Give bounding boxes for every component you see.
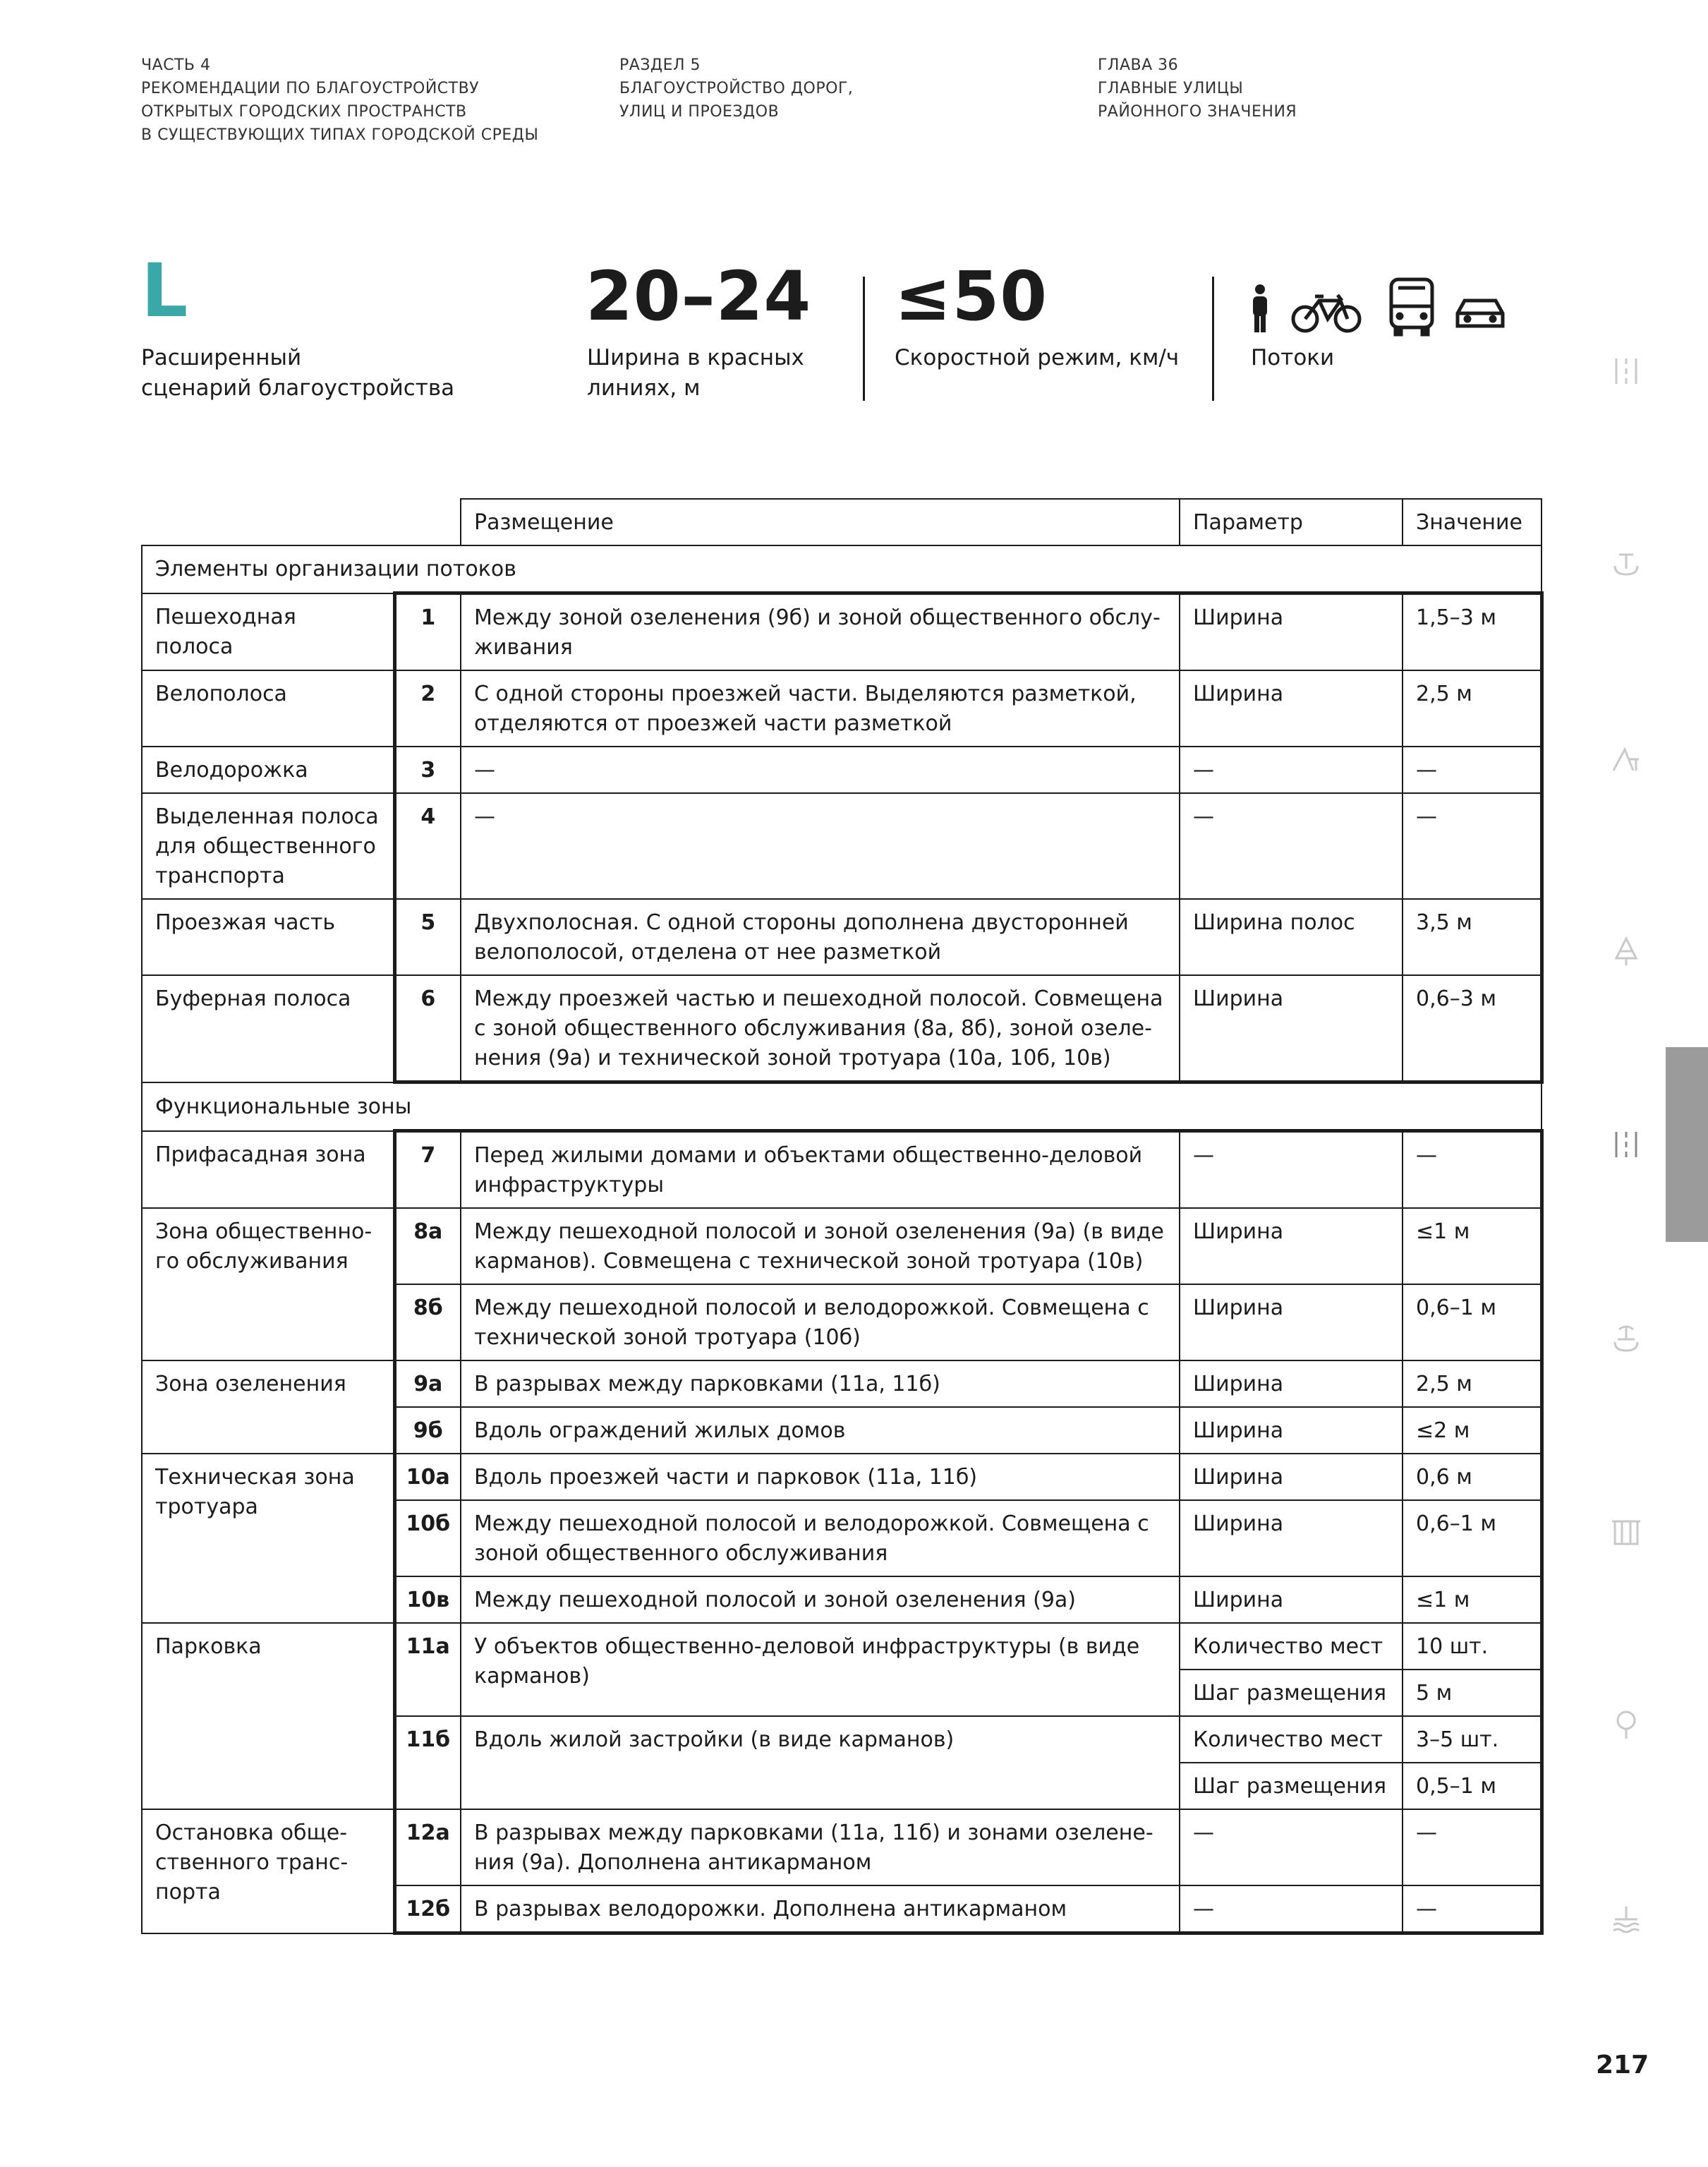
placement-cell: Между пешеходной полосой и зоной озеленения (9а) (в виде карманов). Совмещена с технической зоной тротуара (10в) xyxy=(461,1208,1180,1284)
number-cell: 10в xyxy=(394,1576,461,1623)
header-line: РАЗДЕЛ 5 xyxy=(619,56,701,74)
waterfront-icon xyxy=(1611,1902,1642,1933)
value-cell: 0,5–1 м xyxy=(1403,1763,1542,1809)
tree-icon xyxy=(1611,936,1642,967)
value-cell: — xyxy=(1403,1131,1542,1209)
parameter-cell: — xyxy=(1180,747,1403,793)
value-cell: 1,5–3 м xyxy=(1403,593,1542,671)
value-cell: 2,5 м xyxy=(1403,1360,1542,1407)
table-row xyxy=(142,1131,1542,1209)
spec-table xyxy=(141,498,1544,1935)
placement-cell: Вдоль проезжей части и парковок (11а, 11б) xyxy=(461,1454,1180,1500)
value-cell: — xyxy=(1403,1809,1542,1885)
number-cell: 5 xyxy=(394,899,461,975)
table-row xyxy=(142,975,1542,1082)
header-line: ГЛАВА 36 xyxy=(1098,56,1179,74)
placement-cell: Вдоль жилой застройки (в виде карманов) xyxy=(461,1716,1180,1809)
parameter-cell: Ширина xyxy=(1180,975,1403,1082)
number-cell: 12а xyxy=(394,1809,461,1885)
number-cell: 4 xyxy=(394,793,461,899)
tree-round-icon xyxy=(1611,1709,1642,1740)
column-header-placement: Размещение xyxy=(461,499,1180,545)
table-row xyxy=(142,1623,1542,1670)
placement-cell: Вдоль ограждений жилых домов xyxy=(461,1407,1180,1454)
parameter-cell: — xyxy=(1180,1131,1403,1209)
element-cell: Пешеходная полоса xyxy=(142,593,394,671)
number-cell: 11б xyxy=(394,1716,461,1809)
number-cell: 10б xyxy=(394,1500,461,1576)
element-cell: Прифасадная зона xyxy=(142,1131,394,1209)
element-cell: Зона озеленения xyxy=(142,1360,394,1454)
width-value: 20–24 xyxy=(586,257,812,336)
placement-cell: С одной стороны проезжей части. Выделяются разметкой, отделяются от проезжей части разметкой xyxy=(461,670,1180,747)
table-header-row xyxy=(142,499,1542,545)
number-cell: 9а xyxy=(394,1360,461,1407)
value-cell: 3–5 шт. xyxy=(1403,1716,1542,1763)
value-cell: ≤2 м xyxy=(1403,1407,1542,1454)
pedestrian-icon xyxy=(1253,284,1267,332)
value-cell: — xyxy=(1403,793,1542,899)
building-icon xyxy=(1611,1516,1642,1547)
placement-cell: Между проезжей частью и пешеходной полосой. Совмещена с зоной общественного обслуживания (8а, 8б), зоной озеленения (9а) и технической зоной тротуара (10а, 10б, 10в) xyxy=(461,975,1180,1082)
table-row xyxy=(142,793,1542,899)
parameter-cell: — xyxy=(1180,793,1403,899)
bicycle-icon xyxy=(1293,295,1359,331)
element-cell: Проезжая часть xyxy=(142,899,394,975)
placement-cell: В разрывах между парковками (11а, 11б) и зонами озеленения (9а). Дополнена антикарманом xyxy=(461,1809,1180,1885)
element-cell: Зона общественного обслуживания xyxy=(142,1208,394,1360)
header-chapter xyxy=(1098,54,1297,123)
header-line: ЧАСТЬ 4 xyxy=(141,56,211,74)
table-row xyxy=(142,1454,1542,1500)
section-tab xyxy=(1666,1047,1708,1242)
element-cell: Велодорожка xyxy=(142,747,394,793)
placement-cell: Двухполосная. С одной стороны дополнена двусторонней велополосой, отделена от нее разметкой xyxy=(461,899,1180,975)
caption-line: Ширина в красных xyxy=(587,345,804,370)
placement-cell: Перед жилыми домами и объектами общественно-деловой инфраструктуры xyxy=(461,1131,1180,1209)
flows-caption: Потоки xyxy=(1251,345,1335,370)
parameter-cell: Ширина xyxy=(1180,1576,1403,1623)
number-cell: 3 xyxy=(394,747,461,793)
car-icon xyxy=(1458,301,1503,326)
parameter-cell: — xyxy=(1180,1809,1403,1885)
element-cell: Выделенная полоса для общественного транспорта xyxy=(142,793,394,899)
parameter-cell: Ширина xyxy=(1180,1500,1403,1576)
header-line: РЕКОМЕНДАЦИИ ПО БЛАГОУСТРОЙСТВУ xyxy=(141,80,480,97)
section-title: Элементы организации потоков xyxy=(142,545,1542,593)
parameter-cell: Ширина xyxy=(1180,1454,1403,1500)
width-caption xyxy=(587,343,804,404)
column-header-value: Значение xyxy=(1403,499,1542,545)
placement-cell: — xyxy=(461,747,1180,793)
parameter-cell: Ширина полос xyxy=(1180,899,1403,975)
street-profile-icon xyxy=(1611,1129,1642,1160)
value-cell: ≤1 м xyxy=(1403,1576,1542,1623)
section-row xyxy=(142,1082,1542,1131)
number-cell: 6 xyxy=(394,975,461,1082)
parameter-cell: Количество мест xyxy=(1180,1716,1403,1763)
placement-cell: Между пешеходной полосой и велодорожкой. Совмещена с технической зоной тротуара (10б) xyxy=(461,1284,1180,1360)
value-cell: 0,6–1 м xyxy=(1403,1500,1542,1576)
playground-icon xyxy=(1611,742,1642,773)
placement-cell: Между зоной озеленения (9б) и зоной общественного обслуживания xyxy=(461,593,1180,671)
value-cell: 0,6–3 м xyxy=(1403,975,1542,1082)
placement-cell: — xyxy=(461,793,1180,899)
parameter-cell: Ширина xyxy=(1180,1407,1403,1454)
value-cell: 0,6 м xyxy=(1403,1454,1542,1500)
fountain-icon xyxy=(1611,549,1642,580)
element-cell: Буферная полоса xyxy=(142,975,394,1082)
table-corner xyxy=(142,499,461,545)
table-row xyxy=(142,593,1542,671)
number-cell: 2 xyxy=(394,670,461,747)
header-line: ГЛАВНЫЕ УЛИЦЫ xyxy=(1098,80,1244,97)
speed-value: ≤50 xyxy=(895,257,1048,336)
parameter-cell: Количество мест xyxy=(1180,1623,1403,1670)
fountain-icon xyxy=(1611,1322,1642,1353)
column-header-parameter: Параметр xyxy=(1180,499,1403,545)
value-cell: 3,5 м xyxy=(1403,899,1542,975)
element-cell: Велополоса xyxy=(142,670,394,747)
parameter-cell: Шаг размещения xyxy=(1180,1763,1403,1809)
table-row xyxy=(142,670,1542,747)
table-row xyxy=(142,747,1542,793)
header-line: ОТКРЫТЫХ ГОРОДСКИХ ПРОСТРАНСТВ xyxy=(141,103,467,121)
flow-icons xyxy=(1243,275,1511,339)
caption-line: Расширенный xyxy=(141,345,302,370)
table-row xyxy=(142,899,1542,975)
header-line: УЛИЦ И ПРОЕЗДОВ xyxy=(619,103,780,121)
parameter-cell: Ширина xyxy=(1180,593,1403,671)
value-cell: — xyxy=(1403,1885,1542,1933)
parameter-cell: — xyxy=(1180,1885,1403,1933)
speed-caption: Скоростной режим, км/ч xyxy=(895,345,1180,370)
header-line: БЛАГОУСТРОЙСТВО ДОРОГ, xyxy=(619,80,854,97)
placement-cell: Между пешеходной полосой и велодорожкой. Совмещена с зоной общественного обслуживания xyxy=(461,1500,1180,1576)
parameter-cell: Ширина xyxy=(1180,1284,1403,1360)
number-cell: 9б xyxy=(394,1407,461,1454)
table-row xyxy=(142,1208,1542,1284)
number-cell: 8б xyxy=(394,1284,461,1360)
divider xyxy=(1212,277,1214,401)
scenario-caption xyxy=(141,343,454,404)
value-cell: — xyxy=(1403,747,1542,793)
value-cell: ≤1 м xyxy=(1403,1208,1542,1284)
scenario-letter: L xyxy=(141,248,188,334)
parameter-cell: Ширина xyxy=(1180,1208,1403,1284)
number-cell: 12б xyxy=(394,1885,461,1933)
number-cell: 10а xyxy=(394,1454,461,1500)
caption-line: сценарий благоустройства xyxy=(141,375,455,401)
caption-line: линиях, м xyxy=(587,375,701,401)
element-cell: Остановка общественного транспорта xyxy=(142,1809,394,1933)
header-line: В СУЩЕСТВУЮЩИХ ТИПАХ ГОРОДСКОЙ СРЕДЫ xyxy=(141,126,539,144)
placement-cell: В разрывах велодорожки. Дополнена антикарманом xyxy=(461,1885,1180,1933)
value-cell: 10 шт. xyxy=(1403,1623,1542,1670)
section-title: Функциональные зоны xyxy=(142,1082,1542,1131)
number-cell: 1 xyxy=(394,593,461,671)
bus-icon xyxy=(1391,279,1432,334)
divider xyxy=(863,277,865,401)
element-cell: Техническая зона тротуара xyxy=(142,1454,394,1623)
value-cell: 5 м xyxy=(1403,1670,1542,1716)
placement-cell: В разрывах между парковками (11а, 11б) xyxy=(461,1360,1180,1407)
value-cell: 0,6–1 м xyxy=(1403,1284,1542,1360)
placement-cell: У объектов общественно-деловой инфраструктуры (в виде карманов) xyxy=(461,1623,1180,1716)
header-section xyxy=(619,54,853,123)
street-profile-icon xyxy=(1611,356,1642,387)
parameter-cell: Шаг размещения xyxy=(1180,1670,1403,1716)
header-line: РАЙОННОГО ЗНАЧЕНИЯ xyxy=(1098,103,1297,121)
number-cell: 8а xyxy=(394,1208,461,1284)
header-part xyxy=(141,54,538,147)
parameter-cell: Ширина xyxy=(1180,1360,1403,1407)
parameter-cell: Ширина xyxy=(1180,670,1403,747)
value-cell: 2,5 м xyxy=(1403,670,1542,747)
table-row xyxy=(142,1809,1542,1885)
number-cell: 11а xyxy=(394,1623,461,1716)
page-number: 217 xyxy=(1596,2051,1649,2080)
section-row xyxy=(142,545,1542,593)
number-cell: 7 xyxy=(394,1131,461,1209)
placement-cell: Между пешеходной полосой и зоной озеленения (9а) xyxy=(461,1576,1180,1623)
table-row xyxy=(142,1360,1542,1407)
element-cell: Парковка xyxy=(142,1623,394,1809)
